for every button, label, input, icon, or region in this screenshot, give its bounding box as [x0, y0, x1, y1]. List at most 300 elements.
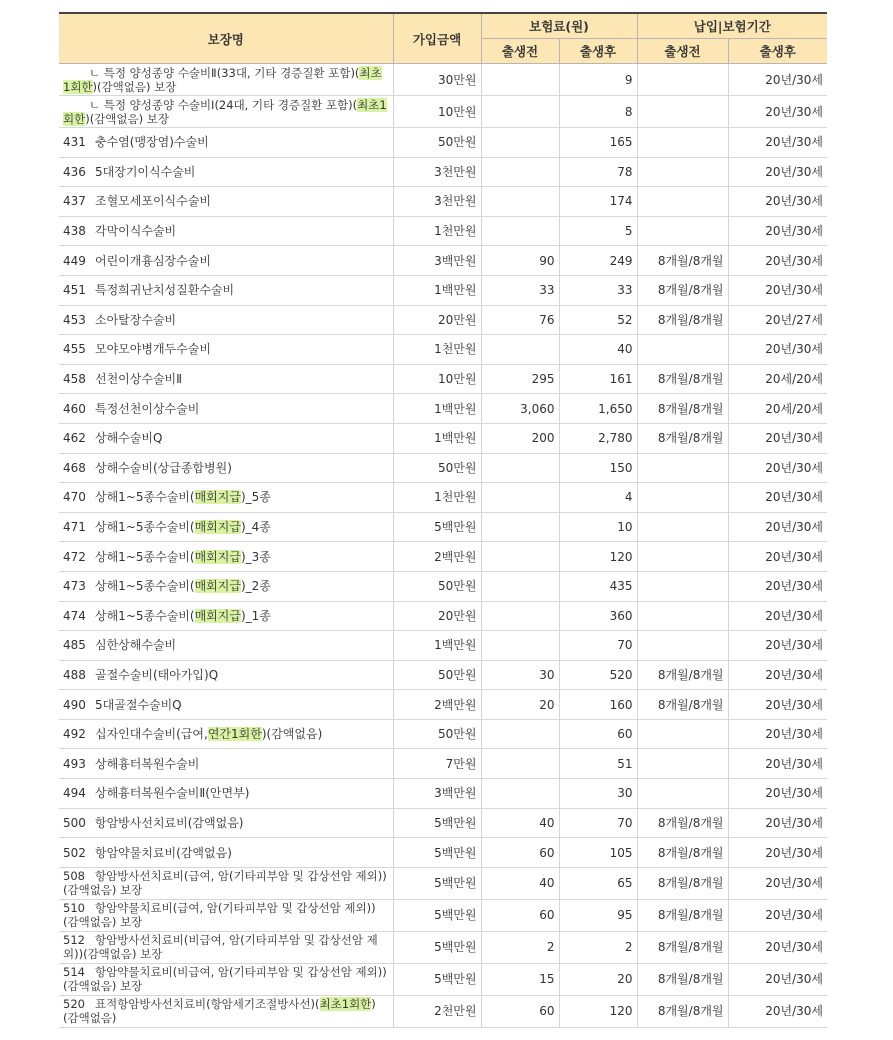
premium-after-birth-cell: 249: [559, 246, 637, 276]
name-segment: 5대골절수술비Q: [95, 697, 182, 712]
coverage-name-cell: [59, 995, 393, 1027]
subscription-amount-cell: 3백만원: [393, 246, 481, 276]
coverage-name-cell: [59, 512, 393, 542]
subscription-amount-cell: 5백만원: [393, 899, 481, 931]
table-row: [59, 838, 827, 868]
period-before-birth-cell: [637, 571, 728, 601]
coverage-name-text: [95, 490, 271, 504]
premium-after-birth-cell: 9: [559, 64, 637, 96]
premium-after-birth-cell: 165: [559, 128, 637, 158]
coverage-code: 431: [63, 135, 86, 150]
name-segment: )_3종: [240, 549, 271, 564]
coverage-name-text: [95, 638, 176, 652]
premium-after-birth-cell: 160: [559, 690, 637, 720]
premium-before-birth-cell: [481, 335, 559, 365]
premium-after-birth-cell: 2: [559, 931, 637, 963]
coverage-name-text: [95, 786, 249, 800]
subscription-amount-cell: 1백만원: [393, 631, 481, 661]
highlighted-term: 매회지급: [194, 608, 241, 623]
coverage-name-cell: [59, 305, 393, 335]
period-after-birth-cell: 20년/30세: [728, 246, 827, 276]
highlighted-term: 최초1회한: [319, 997, 372, 1012]
period-after-birth-cell: 20년/30세: [728, 423, 827, 453]
premium-before-birth-cell: 76: [481, 305, 559, 335]
period-before-birth-cell: [637, 542, 728, 572]
name-segment: )_4종: [240, 520, 271, 535]
coverage-code: 468: [63, 460, 86, 475]
premium-before-birth-cell: 15: [481, 963, 559, 995]
premium-after-birth-cell: 1,650: [559, 394, 637, 424]
period-before-birth-cell: [637, 64, 728, 96]
period-after-birth-cell: 20년/30세: [728, 216, 827, 246]
highlighted-term: 최초1회한: [63, 65, 382, 94]
coverage-name-text: [95, 609, 271, 623]
coverage-name-text: [95, 698, 182, 712]
coverage-name-text: [95, 579, 271, 593]
col-premium-after-birth: 출생후: [559, 39, 637, 64]
premium-before-birth-cell: 30: [481, 660, 559, 690]
period-before-birth-cell: [637, 453, 728, 483]
coverage-name-cell: [59, 216, 393, 246]
highlighted-term: 매회지급: [194, 579, 241, 594]
premium-after-birth-cell: 150: [559, 453, 637, 483]
subscription-amount-cell: 5백만원: [393, 838, 481, 868]
period-after-birth-cell: 20년/30세: [728, 808, 827, 838]
subscription-amount-cell: 5백만원: [393, 808, 481, 838]
premium-before-birth-cell: [481, 512, 559, 542]
period-before-birth-cell: 8개월/8개월: [637, 275, 728, 305]
period-after-birth-cell: 20년/30세: [728, 483, 827, 513]
period-after-birth-cell: 20년/30세: [728, 187, 827, 217]
col-period-after-birth: 출생후: [728, 39, 827, 64]
name-segment: 항암약물치료비(비급여, 암(기타피부암 및 갑상선암 제외))(감액없음) 보장: [63, 965, 387, 994]
coverage-code: 502: [63, 845, 86, 860]
premium-before-birth-cell: [481, 483, 559, 513]
subscription-amount-cell: 1천만원: [393, 483, 481, 513]
coverage-name-cell: [59, 867, 393, 899]
period-before-birth-cell: 8개월/8개월: [637, 931, 728, 963]
name-segment: ㄴ 특정 양성종양 수술비Ⅰ(24대, 기타 경증질환 포함)(: [89, 97, 358, 112]
name-segment: 충수염(맹장염)수술비: [95, 135, 209, 150]
period-before-birth-cell: [637, 216, 728, 246]
period-after-birth-cell: 20년/30세: [728, 157, 827, 187]
premium-before-birth-cell: 295: [481, 364, 559, 394]
premium-after-birth-cell: 33: [559, 275, 637, 305]
subscription-amount-cell: 30만원: [393, 64, 481, 96]
premium-before-birth-cell: [481, 719, 559, 749]
coverage-code: 451: [63, 283, 86, 298]
name-segment: )_1종: [240, 608, 271, 623]
period-after-birth-cell: 20세/20세: [728, 364, 827, 394]
name-segment: 심한상해수술비: [95, 638, 177, 653]
premium-before-birth-cell: 200: [481, 423, 559, 453]
table-row: [59, 631, 827, 661]
period-after-birth-cell: 20년/30세: [728, 453, 827, 483]
col-subscription-amount: 가입금액: [393, 13, 481, 64]
coverage-name-text: [63, 997, 376, 1025]
coverage-code: 514: [63, 965, 85, 980]
premium-after-birth-cell: 360: [559, 601, 637, 631]
name-segment: 5대장기이식수술비: [95, 164, 196, 179]
coverage-code: 474: [63, 608, 86, 623]
coverage-code: 493: [63, 756, 86, 771]
period-after-birth-cell: 20년/30세: [728, 867, 827, 899]
premium-before-birth-cell: [481, 128, 559, 158]
coverage-name-cell: [59, 483, 393, 513]
coverage-name-cell: [59, 808, 393, 838]
table-row: [59, 64, 827, 96]
period-before-birth-cell: 8개월/8개월: [637, 995, 728, 1027]
coverage-name-text: [95, 194, 211, 208]
coverage-name-text: [95, 135, 209, 149]
premium-after-birth-cell: 78: [559, 157, 637, 187]
coverage-name-cell: [59, 719, 393, 749]
highlighted-term: 최초1회한: [63, 97, 387, 126]
col-payment-period: 납입|보험기간: [637, 13, 827, 39]
premium-before-birth-cell: [481, 571, 559, 601]
subscription-amount-cell: 1천만원: [393, 216, 481, 246]
coverage-code: 492: [63, 727, 86, 742]
name-segment: ㄴ 특정 양성종양 수술비Ⅱ(33대, 기타 경증질환 포함)(: [89, 65, 360, 80]
premium-after-birth-cell: 105: [559, 838, 637, 868]
premium-after-birth-cell: 174: [559, 187, 637, 217]
coverage-name-text: [95, 668, 218, 682]
table-row: [59, 995, 827, 1027]
name-segment: 선천이상수술비Ⅱ: [95, 372, 183, 387]
subscription-amount-cell: 5백만원: [393, 512, 481, 542]
premium-after-birth-cell: 60: [559, 719, 637, 749]
coverage-name-cell: [59, 931, 393, 963]
premium-after-birth-cell: 51: [559, 749, 637, 779]
coverage-name-cell: [59, 453, 393, 483]
period-after-birth-cell: 20년/30세: [728, 64, 827, 96]
coverage-name-text: [95, 431, 162, 445]
period-before-birth-cell: [637, 96, 728, 128]
subscription-amount-cell: 2백만원: [393, 542, 481, 572]
premium-before-birth-cell: [481, 453, 559, 483]
table-row: [59, 394, 827, 424]
premium-after-birth-cell: 435: [559, 571, 637, 601]
premium-after-birth-cell: 70: [559, 631, 637, 661]
subscription-amount-cell: 50만원: [393, 453, 481, 483]
subscription-amount-cell: 50만원: [393, 128, 481, 158]
name-segment: 상해수술비Q: [95, 431, 163, 446]
coverage-name-cell: [59, 749, 393, 779]
premium-before-birth-cell: [481, 216, 559, 246]
coverage-code: 472: [63, 549, 86, 564]
coverage-code: 471: [63, 520, 86, 535]
period-after-birth-cell: 20년/30세: [728, 779, 827, 809]
period-before-birth-cell: 8개월/8개월: [637, 364, 728, 394]
table-row: [59, 157, 827, 187]
premium-before-birth-cell: [481, 64, 559, 96]
subscription-amount-cell: 20만원: [393, 305, 481, 335]
period-before-birth-cell: 8개월/8개월: [637, 246, 728, 276]
name-segment: 조혈모세포이식수술비: [95, 194, 211, 209]
premium-after-birth-cell: 120: [559, 542, 637, 572]
coverage-name-text: [95, 254, 211, 268]
subscription-amount-cell: 3백만원: [393, 779, 481, 809]
subscription-amount-cell: 5백만원: [393, 963, 481, 995]
period-before-birth-cell: [637, 335, 728, 365]
name-segment: 표적항암방사선치료비(항암세기조절방사선)(: [95, 997, 320, 1012]
coverage-code: 508: [63, 869, 85, 884]
coverage-name-cell: [59, 275, 393, 305]
subscription-amount-cell: 2백만원: [393, 690, 481, 720]
table-row: [59, 779, 827, 809]
table-row: [59, 719, 827, 749]
name-segment: 항암방사선치료비(급여, 암(기타피부암 및 갑상선암 제외))(감액없음) 보장: [63, 869, 387, 898]
coverage-name-text: [95, 816, 243, 830]
period-after-birth-cell: 20세/20세: [728, 394, 827, 424]
premium-after-birth-cell: 10: [559, 512, 637, 542]
table-row: [59, 216, 827, 246]
name-segment: 상해흉터복원수술비: [95, 756, 200, 771]
premium-before-birth-cell: [481, 631, 559, 661]
coverage-code: 488: [63, 667, 86, 682]
premium-before-birth-cell: 60: [481, 838, 559, 868]
name-segment: 상해1~5종수술비(: [95, 608, 195, 623]
name-segment: 소아탈장수술비: [95, 312, 177, 327]
coverage-name-cell: [59, 335, 393, 365]
premium-after-birth-cell: 120: [559, 995, 637, 1027]
col-premium: 보험료(원): [481, 13, 637, 39]
premium-before-birth-cell: 20: [481, 690, 559, 720]
period-before-birth-cell: [637, 157, 728, 187]
premium-before-birth-cell: 2: [481, 931, 559, 963]
premium-after-birth-cell: 52: [559, 305, 637, 335]
coverage-name-text: [95, 846, 232, 860]
period-after-birth-cell: 20년/30세: [728, 631, 827, 661]
premium-before-birth-cell: [481, 779, 559, 809]
coverage-name-text: [95, 165, 195, 179]
period-before-birth-cell: 8개월/8개월: [637, 838, 728, 868]
period-before-birth-cell: [637, 483, 728, 513]
coverage-code: 437: [63, 194, 86, 209]
subscription-amount-cell: 1백만원: [393, 394, 481, 424]
coverage-code: 485: [63, 638, 86, 653]
name-segment: )_5종: [240, 490, 271, 505]
period-after-birth-cell: 20년/30세: [728, 601, 827, 631]
premium-before-birth-cell: 40: [481, 867, 559, 899]
period-before-birth-cell: [637, 779, 728, 809]
period-after-birth-cell: 20년/30세: [728, 335, 827, 365]
name-segment: 상해1~5종수술비(: [95, 579, 195, 594]
name-segment: 항암약물치료비(감액없음): [95, 845, 232, 860]
period-after-birth-cell: 20년/27세: [728, 305, 827, 335]
period-before-birth-cell: [637, 749, 728, 779]
period-after-birth-cell: 20년/30세: [728, 899, 827, 931]
coverage-name-cell: [59, 128, 393, 158]
period-before-birth-cell: [637, 631, 728, 661]
coverage-code: 462: [63, 431, 86, 446]
premium-after-birth-cell: 40: [559, 335, 637, 365]
coverage-name-text: [95, 372, 182, 386]
name-segment: )_2종: [240, 579, 271, 594]
coverage-name-text: [95, 342, 211, 356]
coverage-table: [59, 12, 827, 1028]
subscription-amount-cell: 3천만원: [393, 187, 481, 217]
coverage-name-cell: [59, 571, 393, 601]
coverage-code: 453: [63, 312, 86, 327]
table-body: [59, 64, 827, 1028]
premium-before-birth-cell: 60: [481, 899, 559, 931]
coverage-name-text: [95, 550, 271, 564]
subscription-amount-cell: 50만원: [393, 571, 481, 601]
name-segment: 상해1~5종수술비(: [95, 490, 195, 505]
table-row: [59, 931, 827, 963]
name-segment: 항암방사선치료비(감액없음): [95, 815, 244, 830]
subscription-amount-cell: 1백만원: [393, 275, 481, 305]
premium-after-birth-cell: 70: [559, 808, 637, 838]
coverage-name-text: [63, 965, 387, 993]
coverage-name-text: [63, 869, 387, 897]
coverage-name-cell: [59, 779, 393, 809]
period-before-birth-cell: 8개월/8개월: [637, 394, 728, 424]
coverage-name-cell: [59, 394, 393, 424]
subscription-amount-cell: 20만원: [393, 601, 481, 631]
table-row: [59, 275, 827, 305]
period-after-birth-cell: 20년/30세: [728, 275, 827, 305]
premium-after-birth-cell: 4: [559, 483, 637, 513]
coverage-name-text: [95, 757, 199, 771]
period-after-birth-cell: 20년/30세: [728, 963, 827, 995]
name-segment: 항암방사선치료비(비급여, 암(기타피부암 및 갑상선암 제외))(감액없음) 보장: [63, 933, 378, 962]
table-row: [59, 512, 827, 542]
premium-before-birth-cell: [481, 96, 559, 128]
name-segment: 특정선천이상수술비: [95, 401, 200, 416]
period-after-birth-cell: 20년/30세: [728, 128, 827, 158]
coverage-name-text: [63, 933, 378, 961]
period-before-birth-cell: 8개월/8개월: [637, 660, 728, 690]
name-segment: 어린이개흉심장수술비: [95, 253, 211, 268]
coverage-name-text: [95, 402, 199, 416]
coverage-code: 494: [63, 786, 86, 801]
col-premium-before-birth: 출생전: [481, 39, 559, 64]
name-segment: 상해흉터복원수술비Ⅱ(안면부): [95, 786, 250, 801]
coverage-name-text: [63, 98, 387, 126]
coverage-code: 473: [63, 579, 86, 594]
table-row: [59, 335, 827, 365]
period-before-birth-cell: 8개월/8개월: [637, 305, 728, 335]
premium-before-birth-cell: 3,060: [481, 394, 559, 424]
subscription-amount-cell: 5백만원: [393, 867, 481, 899]
period-before-birth-cell: 8개월/8개월: [637, 867, 728, 899]
coverage-code: 436: [63, 164, 86, 179]
coverage-code: 510: [63, 901, 85, 916]
period-after-birth-cell: 20년/30세: [728, 690, 827, 720]
coverage-name-cell: [59, 690, 393, 720]
table-row: [59, 483, 827, 513]
premium-after-birth-cell: 2,780: [559, 423, 637, 453]
highlighted-term: 연간1회한: [207, 727, 262, 742]
table-row: [59, 749, 827, 779]
premium-before-birth-cell: 33: [481, 275, 559, 305]
coverage-name-cell: [59, 246, 393, 276]
table-row: [59, 660, 827, 690]
coverage-name-cell: [59, 96, 393, 128]
col-coverage-name: 보장명: [59, 13, 393, 64]
highlighted-term: 매회지급: [194, 520, 241, 535]
premium-before-birth-cell: [481, 157, 559, 187]
premium-after-birth-cell: 8: [559, 96, 637, 128]
period-before-birth-cell: [637, 601, 728, 631]
coverage-name-cell: [59, 660, 393, 690]
premium-after-birth-cell: 30: [559, 779, 637, 809]
premium-before-birth-cell: 40: [481, 808, 559, 838]
coverage-code: 455: [63, 342, 86, 357]
coverage-name-cell: [59, 838, 393, 868]
subscription-amount-cell: 10만원: [393, 96, 481, 128]
subscription-amount-cell: 10만원: [393, 364, 481, 394]
coverage-name-cell: [59, 364, 393, 394]
premium-after-birth-cell: 520: [559, 660, 637, 690]
coverage-name-cell: [59, 157, 393, 187]
table-row: [59, 601, 827, 631]
name-segment: )(감액없음) 보장: [85, 111, 169, 126]
period-after-birth-cell: 20년/30세: [728, 749, 827, 779]
premium-after-birth-cell: 65: [559, 867, 637, 899]
period-after-birth-cell: 20년/30세: [728, 571, 827, 601]
period-before-birth-cell: [637, 187, 728, 217]
table-row: [59, 690, 827, 720]
name-segment: 모야모야병개두수술비: [95, 342, 211, 357]
period-after-birth-cell: 20년/30세: [728, 838, 827, 868]
period-before-birth-cell: 8개월/8개월: [637, 690, 728, 720]
period-before-birth-cell: [637, 128, 728, 158]
name-segment: 상해1~5종수술비(: [95, 549, 195, 564]
table-row: [59, 542, 827, 572]
table-row: [59, 963, 827, 995]
name-segment: 특정희귀난치성질환수술비: [95, 283, 235, 298]
period-after-birth-cell: 20년/30세: [728, 931, 827, 963]
coverage-name-text: [95, 520, 271, 534]
coverage-name-cell: [59, 542, 393, 572]
table-row: [59, 128, 827, 158]
coverage-code: 460: [63, 401, 86, 416]
table-row: [59, 246, 827, 276]
table-row: [59, 305, 827, 335]
coverage-name-text: [95, 224, 176, 238]
col-period-before-birth: 출생전: [637, 39, 728, 64]
coverage-name-text: [63, 66, 382, 94]
name-segment: 상해1~5종수술비(: [95, 520, 195, 535]
coverage-code: 458: [63, 372, 86, 387]
name-segment: 상해수술비(상급종합병원): [95, 460, 232, 475]
subscription-amount-cell: 2천만원: [393, 995, 481, 1027]
table-row: [59, 867, 827, 899]
table-row: [59, 364, 827, 394]
period-after-birth-cell: 20년/30세: [728, 719, 827, 749]
coverage-name-cell: [59, 899, 393, 931]
highlighted-term: 매회지급: [194, 549, 241, 564]
coverage-name-text: [95, 727, 322, 741]
premium-before-birth-cell: [481, 542, 559, 572]
period-before-birth-cell: 8개월/8개월: [637, 423, 728, 453]
table-row: [59, 453, 827, 483]
coverage-name-text: [63, 901, 376, 929]
subscription-amount-cell: 1백만원: [393, 423, 481, 453]
premium-after-birth-cell: 161: [559, 364, 637, 394]
period-before-birth-cell: [637, 719, 728, 749]
premium-after-birth-cell: 95: [559, 899, 637, 931]
coverage-code: 490: [63, 697, 86, 712]
period-before-birth-cell: 8개월/8개월: [637, 963, 728, 995]
name-segment: 골절수술비(태아가입)Q: [95, 667, 219, 682]
period-before-birth-cell: 8개월/8개월: [637, 899, 728, 931]
premium-before-birth-cell: 60: [481, 995, 559, 1027]
table-row: [59, 808, 827, 838]
